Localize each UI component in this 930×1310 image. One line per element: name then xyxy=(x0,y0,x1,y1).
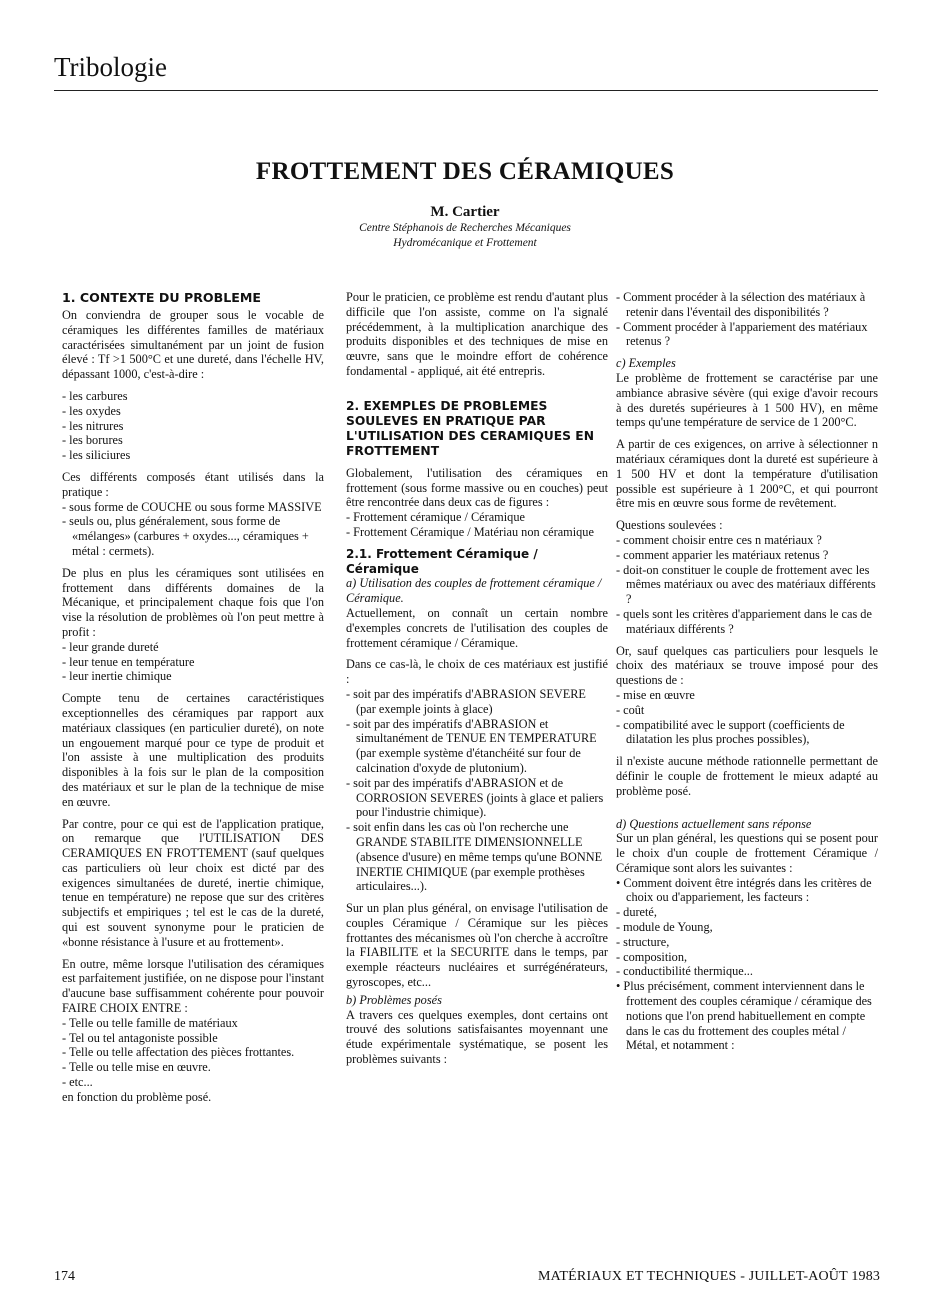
list-item: - quels sont les critères d'appariement dans le cas de matériaux différents ? xyxy=(616,606,872,636)
paragraph: On conviendra de grouper sous le vocable de céramiques les différentes familles de matériaux caractérisées simultanément par un joint de fusion élevé : Tf >1 500°C et une dureté, dans l'échelle HV, dépassant 1000, c'est-à-dire : xyxy=(62,308,324,382)
paragraph: Sur un plan plus général, on envisage l'utilisation de couples Céramique / Céramique sur les pièces frottantes des mécanismes où l'on cherche à accroître la FIABILITE et la SECURITE dans le temps, par exemple réacteurs nucléaires et surrégénérateurs, gyroscopes, etc... xyxy=(346,901,608,990)
subheading-b: b) Problèmes posés xyxy=(346,992,442,1007)
page-number: 174 xyxy=(54,1269,75,1284)
article-title: FROTTEMENT DES CÉRAMIQUES xyxy=(255,158,675,185)
list-item: - etc... xyxy=(62,1075,93,1090)
list-item: - module de Young, xyxy=(616,920,713,935)
list-item: - Comment procéder à l'appariement des matériaux retenus ? xyxy=(616,319,868,349)
list xyxy=(616,876,878,1054)
list xyxy=(616,688,878,747)
list-item: - conductibilité thermique... xyxy=(616,964,753,979)
paragraph: Dans ce cas-là, le choix de ces matériaux est justifié : xyxy=(346,657,608,687)
list-item: - Telle ou telle famille de matériaux xyxy=(62,1015,238,1030)
list-item: - Telle ou telle affectation des pièces frottantes. xyxy=(62,1045,295,1060)
list xyxy=(616,290,878,349)
paragraph: Ces différents composés étant utilisés dans la pratique : xyxy=(62,469,324,499)
list-item: - doit-on constituer le couple de frottement avec les mêmes matériaux ou avec des matériaux différents ? xyxy=(616,562,876,607)
list xyxy=(346,510,608,540)
list-item: - les siliciures xyxy=(62,448,131,463)
section-heading-2: 2. EXEMPLES DE PROBLEMES SOULEVES EN PRATIQUE PAR L'UTILISATION DES CERAMIQUES EN FROTTEMENT xyxy=(346,398,595,458)
paragraph: Actuellement, on connaît un certain nombre d'exemples concrets de l'utilisation des couples de frottement céramique / Céramique. xyxy=(346,605,608,650)
list-item: - soit par des impératifs d'ABRASION et simultanément de TENUE EN TEMPERATURE (par exemple système d'étanchéité sur four de calcination d'oxyde de plutonium). xyxy=(346,716,597,775)
list-item: - seuls ou, plus généralement, sous forme de «mélanges» (carbures + oxydes..., céramiques + métal : cermets). xyxy=(62,514,309,558)
list-item: - comment choisir entre ces n matériaux ? xyxy=(616,532,822,547)
paragraph: A travers ces quelques exemples, dont certains ont trouvé des solutions satisfaisantes moyennant une étude expérimentale systématique, se posent les problèmes suivants : xyxy=(346,1007,608,1067)
subheading-a: a) Utilisation des couples de frottement céramique / Céramique. xyxy=(346,576,602,606)
column-3 xyxy=(616,290,878,1060)
list-item: - structure, xyxy=(616,934,670,949)
list-item: - compatibilité avec le support (coefficients de dilatation les plus proches possibles), xyxy=(616,717,845,747)
list-item: - soit par des impératifs d'ABRASION SEVERE (par exemple joints à glace) xyxy=(346,686,586,716)
list xyxy=(62,389,324,463)
column-1 xyxy=(62,290,324,1112)
header-rule xyxy=(54,90,878,91)
paragraph: Par contre, pour ce qui est de l'application pratique, on remarque que l'UTILISATION DES CERAMIQUES EN FROTTEMENT (sauf quelques cas particuliers où leur choix est dicté par des exigences simultanées de dureté, inertie chimique, tenue en température) ne repose que sur des critères subjectifs et empiriques ; tel est le cas de la dureté, qui est souvent synonyme pour le praticien de «bonne résistance à l'usure et au frottement». xyxy=(62,816,324,949)
paragraph: De plus en plus les céramiques sont utilisées en frottement dans différents domaines de la Mécanique, et principalement chaque fois que l'on vise la résolution de problèmes où l'on peut mettre à profit : xyxy=(62,565,324,639)
list-item: - soit par des impératifs d'ABRASION et de CORROSION SEVERES (joints à glace et paliers pour l'industrie chimique). xyxy=(346,775,604,820)
subsection-heading-2-1: 2.1. Frottement Céramique / Céramique xyxy=(346,546,538,576)
list-item: - dureté, xyxy=(616,905,657,920)
list-item: - les carbures xyxy=(62,388,128,403)
list-item: - les oxydes xyxy=(62,403,121,418)
paragraph: il n'existe aucune méthode rationnelle permettant de définir le couple de frottement le mieux adapté au problème posé. xyxy=(616,754,878,798)
list-item: - Tel ou tel antagoniste possible xyxy=(62,1030,218,1045)
column-2 xyxy=(346,290,608,1074)
paragraph: Globalement, l'utilisation des céramiques en frottement (sous forme massive ou en couches) peut être rencontrée dans deux cas de figures : xyxy=(346,465,608,510)
affiliation-line-1: Centre Stéphanois de Recherches Mécaniques xyxy=(359,222,571,234)
affiliation-line-2: Hydromécanique et Frottement xyxy=(393,237,537,249)
list-item: - mise en œuvre xyxy=(616,687,695,702)
paragraph: Compte tenu de certaines caractéristiques exceptionnelles des céramiques par rapport aux matériaux classiques (en particulier dureté), on note un engouement marqué pour ce type de produit et l'on assiste à une multiplication des produits disponibles à la fois sur le plan de la composition des matériaux et sur le plan de la technique de mise en œuvre. xyxy=(62,691,324,809)
list xyxy=(346,687,608,894)
paragraph: En outre, même lorsque l'utilisation des céramiques est parfaitement justifiée, on ne dispose pour l'instant d'aucune base suffisamment cohérente pour pouvoir FAIRE CHOIX ENTRE : xyxy=(62,956,324,1016)
paragraph: Sur un plan général, les questions qui se posent pour le choix d'un couple de frottement Céramique / Céramique sont alors les suivantes : xyxy=(616,831,878,875)
list-item: - leur tenue en température xyxy=(62,654,195,669)
list xyxy=(62,500,324,559)
subheading-d: d) Questions actuellement sans réponse xyxy=(616,816,812,831)
list-item: - comment apparier les matériaux retenus ? xyxy=(616,547,829,562)
paragraph: Pour le praticien, ce problème est rendu d'autant plus difficile que l'on assiste, comme on l'a signalé précédemment, à la multiplication anarchique des produits disponibles et des techniques de mise en œuvre, sans que le moindre effort de cohérence fondamental - appliqué, ait été entrepris. xyxy=(346,290,608,378)
list-item: • Comment doivent être intégrés dans les critères de choix ou d'appariement, les facteurs : xyxy=(616,875,872,905)
list-item: en fonction du problème posé. xyxy=(62,1089,212,1104)
list xyxy=(62,640,324,684)
list-item: - coût xyxy=(616,702,645,717)
list xyxy=(62,1016,324,1105)
list-item: - Telle ou telle mise en œuvre. xyxy=(62,1060,211,1075)
list-item: - composition, xyxy=(616,949,688,964)
list-item: - soit enfin dans les cas où l'on recherche une GRANDE STABILITE DIMENSIONNELLE (absence d'usure) en même temps qu'une BONNE INERTIE CHIMIQUE (par exemple prothèses articulaires...). xyxy=(346,820,603,894)
list-item: - Frottement Céramique / Matériau non céramique xyxy=(346,524,594,539)
list-item: - leur grande dureté xyxy=(62,639,159,654)
list-item: - sous forme de COUCHE ou sous forme MASSIVE xyxy=(62,499,322,514)
list xyxy=(616,533,878,637)
paragraph: Or, sauf quelques cas particuliers pour lesquels le choix des matériaux se trouve imposé pour des questions de : xyxy=(616,643,878,688)
list-item: - Frottement céramique / Céramique xyxy=(346,510,525,525)
section-heading-1: 1. CONTEXTE DU PROBLEME xyxy=(62,290,261,305)
paragraph: Questions soulevées : xyxy=(616,518,723,533)
paragraph: Le problème de frottement se caractérise par une ambiance abrasive sévère (qui exige d'avoir recours à des duretés supérieures à 1 500 HV), en même temps qu'une température de service de 1 200°C. xyxy=(616,370,878,430)
list-item: - leur inertie chimique xyxy=(62,669,172,684)
author: M. Cartier xyxy=(430,204,500,220)
list-item: - Comment procéder à la sélection des matériaux à retenir dans l'éventail des disponibilités ? xyxy=(616,290,866,319)
journal-footer: MATÉRIAUX ET TECHNIQUES - JUILLET-AOÛT 1983 xyxy=(538,1269,881,1284)
paragraph: A partir de ces exigences, on arrive à sélectionner n matériaux céramiques dont la dureté est supérieure à 1 500 HV et dont la température d'utilisation possible est supérieure à 1 200°C, et qui pourront être mis en œuvre sous forme de revêtement. xyxy=(616,437,878,511)
subheading-c: c) Exemples xyxy=(616,356,676,371)
section-header: Tribologie xyxy=(54,52,168,82)
list-item: • Plus précisément, comment interviennent dans le frottement des couples céramique / céramique des notions que l'on prend habituellement en compte dans le cas du frottement des couples métal / Métal, et notamment : xyxy=(616,979,872,1053)
list-item: - les borures xyxy=(62,433,123,448)
list-item: - les nitrures xyxy=(62,418,124,433)
